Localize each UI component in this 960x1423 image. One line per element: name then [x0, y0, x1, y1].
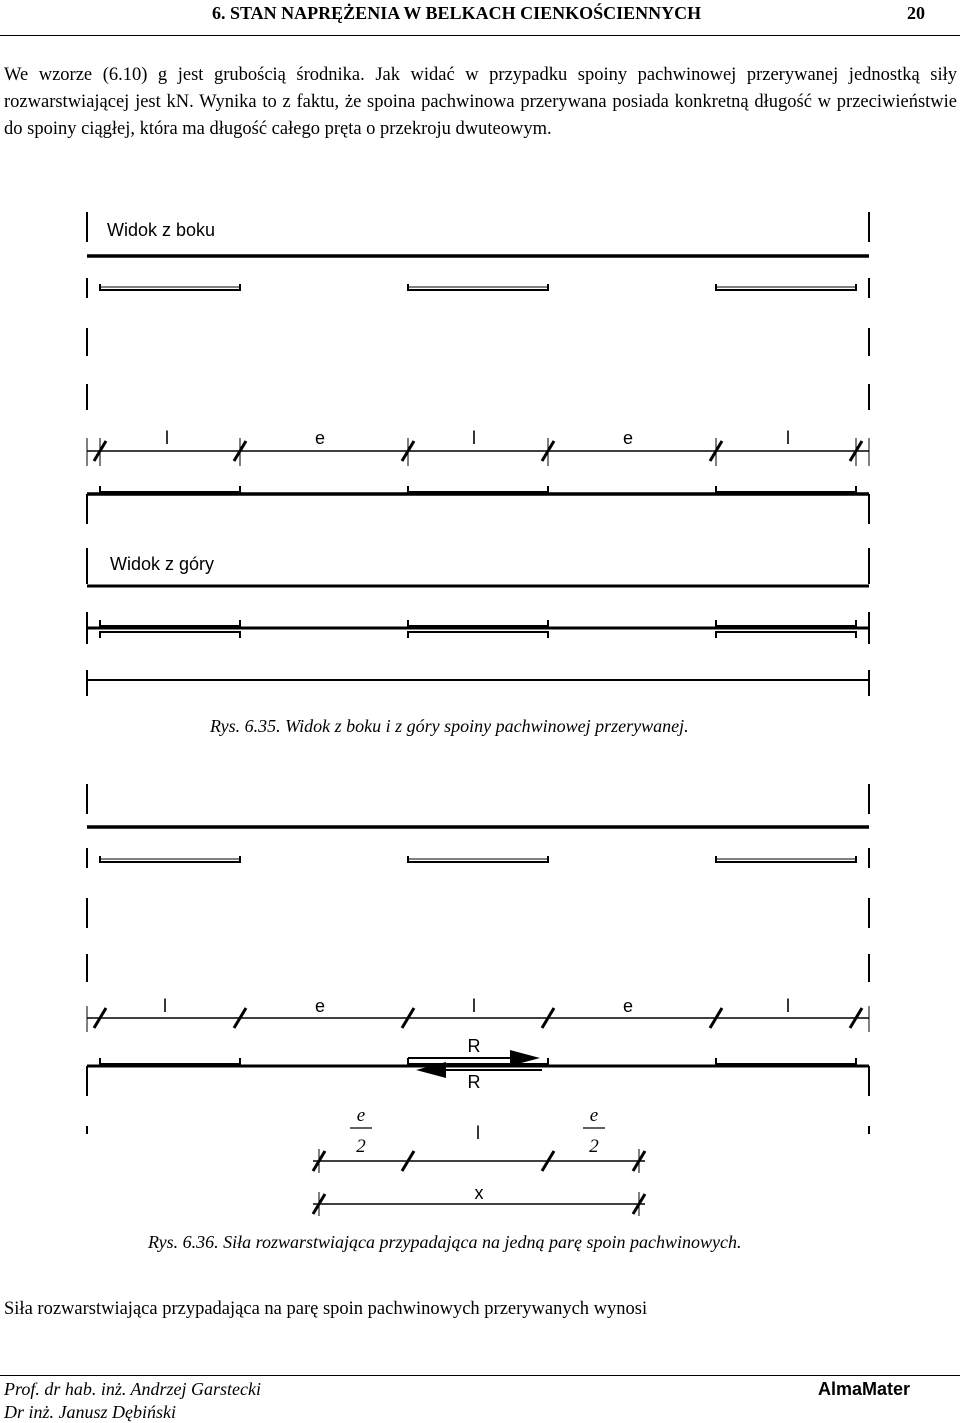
- x-span-label: x: [474, 1183, 484, 1203]
- author-2: Dr inż. Janusz Dębiński: [4, 1402, 176, 1422]
- frac-left-numerator: e: [356, 1105, 366, 1126]
- force-R-lower: R: [467, 1072, 481, 1092]
- force-R-upper: R: [467, 1036, 481, 1056]
- fig1-dim-l1: l: [165, 428, 169, 448]
- page-header: [0, 0, 960, 32]
- fig2-dim-l3: l: [786, 996, 790, 1016]
- fig1-dim-e1: e: [314, 428, 326, 448]
- frac-right-denominator: 2: [589, 1136, 599, 1157]
- frac-left-denominator: 2: [356, 1136, 366, 1157]
- brand-logo-text: AlmaMater: [818, 1379, 911, 1399]
- fig2-dim-l1: l: [163, 996, 167, 1016]
- chapter-title: 6. STAN NAPRĘŻENIA W BELKACH CIENKOŚCIENNYCH: [212, 3, 702, 23]
- page-number: 20: [907, 3, 925, 23]
- fig2-beam-with-forces: [87, 1050, 869, 1134]
- mid-length-label: l: [476, 1123, 480, 1143]
- fig2-dim-l2: l: [472, 996, 476, 1016]
- top-view-label: Widok z góry: [110, 554, 215, 574]
- fig1-dim-e2: e: [622, 428, 634, 448]
- fig2-side-view: [87, 784, 869, 982]
- fig1-dim-l2: l: [472, 428, 476, 448]
- fig1-dim-l3: l: [786, 428, 790, 448]
- figure2-caption: Rys. 6.36. Siła rozwarstwiająca przypadająca na jedną parę spoin pachwinowych.: [148, 1232, 742, 1252]
- side-view-label: Widok z boku: [107, 220, 216, 240]
- closing-sentence: Siła rozwarstwiająca przypadająca na parę spoin pachwinowych przerywanych wynosi: [4, 1299, 648, 1319]
- fig2-dim-e2: e: [622, 996, 634, 1016]
- fig2-dim-e1: e: [314, 996, 326, 1016]
- frac-right-numerator: e: [589, 1105, 599, 1126]
- author-1: Prof. dr hab. inż. Andrzej Garstecki: [4, 1379, 261, 1399]
- fig1-dimension-line: [87, 438, 869, 466]
- header-divider: [0, 35, 960, 36]
- figures: [0, 200, 960, 1260]
- footer-divider: [0, 1375, 960, 1376]
- fig1-top-view: [87, 486, 869, 696]
- figure1-caption: Rys. 6.35. Widok z boku i z góry spoiny pachwinowej przerywanej.: [210, 716, 689, 736]
- intro-paragraph: We wzorze (6.10) g jest grubością środnika. Jak widać w przypadku spoiny pachwinowej przerywanej jednostką siły rozwarstwiającej jest kN. Wynika to z faktu, że spoina pachwinowa przerywana posiada konkretną długość w przeciwieństwie do spoiny ciągłej, która ma długość całego pręta o przekroju dwuteowym.: [4, 65, 957, 139]
- fig1-side-view: [87, 212, 869, 410]
- fig2-dimension-line: [87, 1006, 869, 1032]
